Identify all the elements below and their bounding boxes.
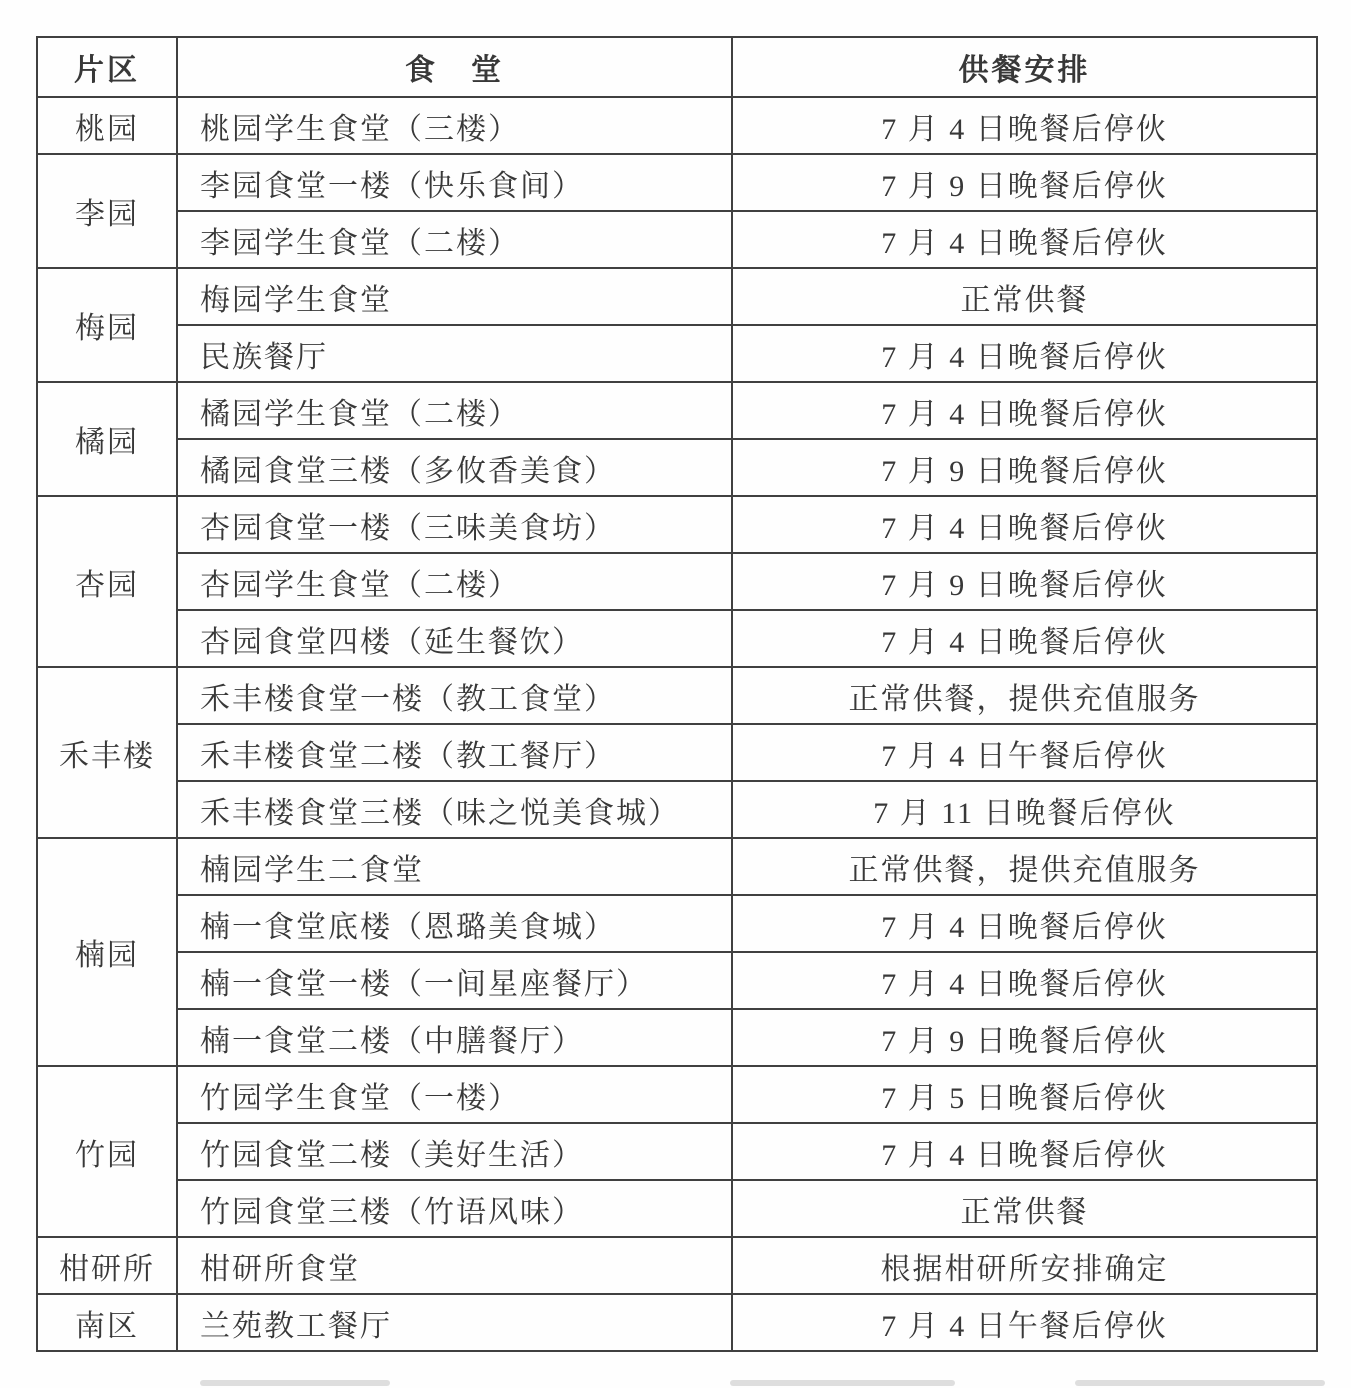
region-cell-nanyuan: 楠园: [37, 838, 177, 1066]
arrangement-cell: 7 月 9 日晚餐后停伙: [732, 1009, 1317, 1066]
table-row: [37, 895, 1317, 952]
arrangement-cell: 7 月 9 日晚餐后停伙: [732, 439, 1317, 496]
table-row: [37, 952, 1317, 1009]
arrangement-cell: 7 月 4 日晚餐后停伙: [732, 952, 1317, 1009]
arrangement-cell: 7 月 9 日晚餐后停伙: [732, 154, 1317, 211]
table-row: [37, 781, 1317, 838]
table-row: [37, 1123, 1317, 1180]
table-row: [37, 268, 1317, 325]
table-row: [37, 1294, 1317, 1351]
region-cell-juyuan: 橘园: [37, 382, 177, 496]
arrangement-cell: 7 月 4 日晚餐后停伙: [732, 97, 1317, 154]
canteen-cell: 楠一食堂一楼（一间星座餐厅）: [177, 952, 732, 1009]
canteen-cell: 禾丰楼食堂三楼（味之悦美食城）: [177, 781, 732, 838]
scan-artifact: [200, 1380, 390, 1386]
arrangement-cell: 7 月 4 日晚餐后停伙: [732, 895, 1317, 952]
region-cell-taoyuan: 桃园: [37, 97, 177, 154]
canteen-cell: 橘园食堂三楼（多攸香美食）: [177, 439, 732, 496]
arrangement-cell: 7 月 4 日晚餐后停伙: [732, 1123, 1317, 1180]
canteen-cell: 楠一食堂底楼（恩璐美食城）: [177, 895, 732, 952]
canteen-cell: 柑研所食堂: [177, 1237, 732, 1294]
canteen-cell: 兰苑教工餐厅: [177, 1294, 732, 1351]
dining-schedule-table: [36, 36, 1318, 1352]
canteen-cell: 杏园食堂四楼（延生餐饮）: [177, 610, 732, 667]
region-cell-xingyuan: 杏园: [37, 496, 177, 667]
arrangement-cell: 7 月 11 日晚餐后停伙: [732, 781, 1317, 838]
arrangement-cell: 7 月 4 日晚餐后停伙: [732, 496, 1317, 553]
header-canteen: 食 堂: [177, 37, 732, 97]
arrangement-cell: 7 月 4 日午餐后停伙: [732, 1294, 1317, 1351]
region-cell-zhuyuan: 竹园: [37, 1066, 177, 1237]
scan-artifact: [1075, 1380, 1325, 1386]
canteen-cell: 禾丰楼食堂二楼（教工餐厅）: [177, 724, 732, 781]
table-row: [37, 439, 1317, 496]
arrangement-cell: 7 月 4 日晚餐后停伙: [732, 325, 1317, 382]
table-row: [37, 154, 1317, 211]
table-row: [37, 1237, 1317, 1294]
canteen-cell: 楠园学生二食堂: [177, 838, 732, 895]
canteen-cell: 禾丰楼食堂一楼（教工食堂）: [177, 667, 732, 724]
arrangement-cell: 7 月 4 日晚餐后停伙: [732, 382, 1317, 439]
table-row: [37, 97, 1317, 154]
table-row: [37, 325, 1317, 382]
canteen-cell: 杏园食堂一楼（三味美食坊）: [177, 496, 732, 553]
arrangement-cell: 正常供餐，提供充值服务: [732, 667, 1317, 724]
scan-artifact: [730, 1380, 955, 1386]
canteen-cell: 竹园食堂三楼（竹语风味）: [177, 1180, 732, 1237]
header-arrangement: 供餐安排: [732, 37, 1317, 97]
canteen-cell: 民族餐厅: [177, 325, 732, 382]
table-row: [37, 1066, 1317, 1123]
table-row: [37, 667, 1317, 724]
region-cell-meiyuan: 梅园: [37, 268, 177, 382]
arrangement-cell: 正常供餐，提供充值服务: [732, 838, 1317, 895]
table-row: [37, 1180, 1317, 1237]
arrangement-cell: 正常供餐: [732, 268, 1317, 325]
header-region: 片区: [37, 37, 177, 97]
region-cell-liyuan: 李园: [37, 154, 177, 268]
table-row: [37, 1009, 1317, 1066]
table-row: [37, 211, 1317, 268]
region-cell-hefenglou: 禾丰楼: [37, 667, 177, 838]
arrangement-cell: 7 月 4 日晚餐后停伙: [732, 610, 1317, 667]
arrangement-cell: 7 月 9 日晚餐后停伙: [732, 553, 1317, 610]
canteen-cell: 竹园学生食堂（一楼）: [177, 1066, 732, 1123]
canteen-cell: 桃园学生食堂（三楼）: [177, 97, 732, 154]
region-cell-ganyansuo: 柑研所: [37, 1237, 177, 1294]
table-row: [37, 553, 1317, 610]
table-row: [37, 724, 1317, 781]
table-row: [37, 838, 1317, 895]
canteen-cell: 橘园学生食堂（二楼）: [177, 382, 732, 439]
header-row: [37, 37, 1317, 97]
canteen-cell: 李园食堂一楼（快乐食间）: [177, 154, 732, 211]
canteen-cell: 李园学生食堂（二楼）: [177, 211, 732, 268]
canteen-cell: 楠一食堂二楼（中膳餐厅）: [177, 1009, 732, 1066]
region-cell-nanqu: 南区: [37, 1294, 177, 1351]
canteen-cell: 竹园食堂二楼（美好生活）: [177, 1123, 732, 1180]
arrangement-cell: 7 月 4 日午餐后停伙: [732, 724, 1317, 781]
canteen-cell: 梅园学生食堂: [177, 268, 732, 325]
arrangement-cell: 根据柑研所安排确定: [732, 1237, 1317, 1294]
table-row: [37, 610, 1317, 667]
table-row: [37, 496, 1317, 553]
arrangement-cell: 7 月 4 日晚餐后停伙: [732, 211, 1317, 268]
canteen-cell: 杏园学生食堂（二楼）: [177, 553, 732, 610]
arrangement-cell: 正常供餐: [732, 1180, 1317, 1237]
table-row: [37, 382, 1317, 439]
arrangement-cell: 7 月 5 日晚餐后停伙: [732, 1066, 1317, 1123]
